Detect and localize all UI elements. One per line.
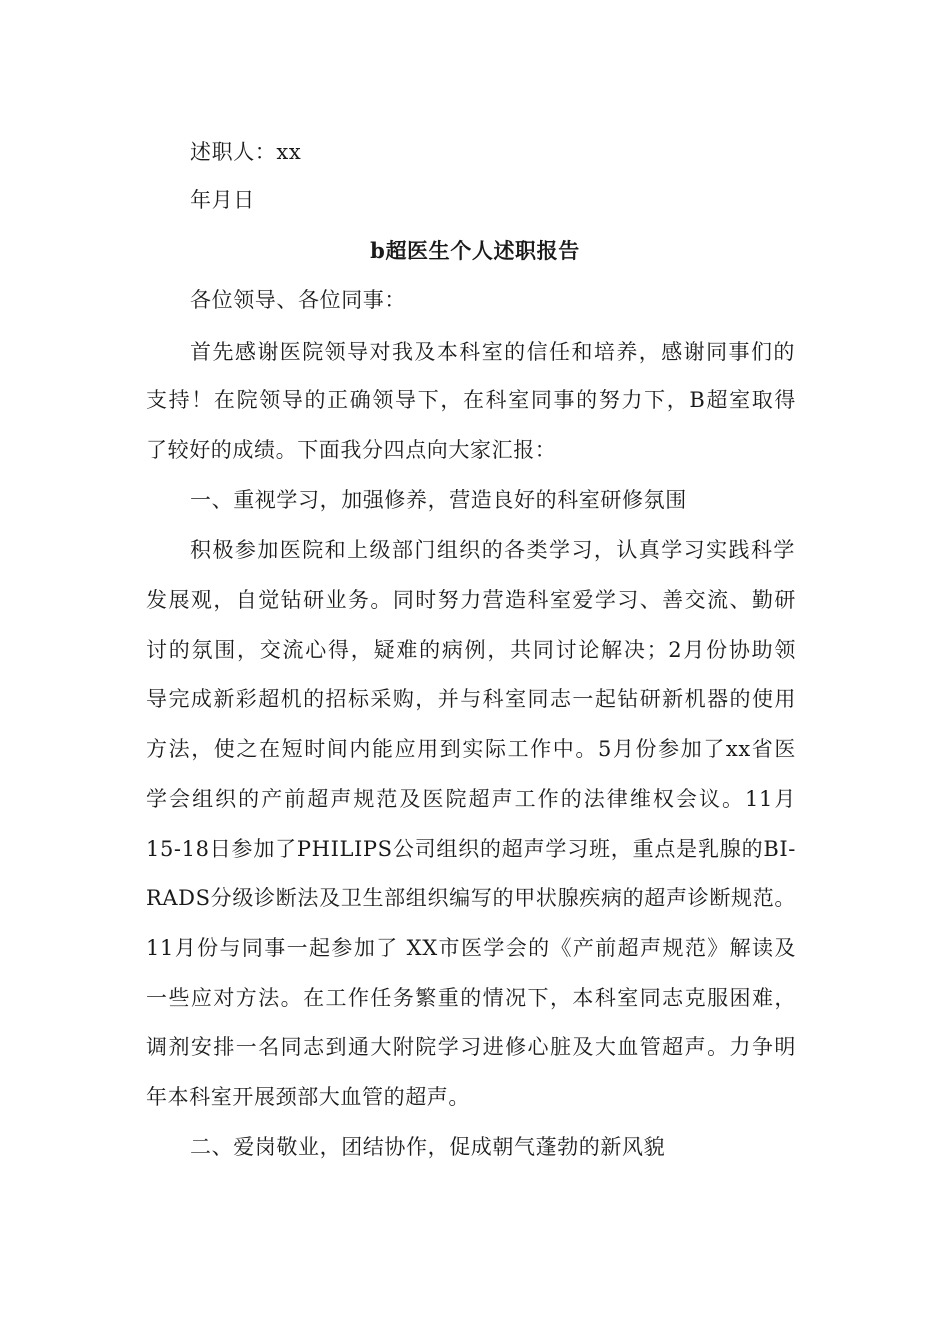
- section1-line-8: RADS分级诊断法及卫生部组织编写的甲状腺疾病的超声诊断规范。: [146, 886, 796, 910]
- section1-line-3: 讨的氛围，交流心得，疑难的病例，共同讨论解决；2月份协助领: [146, 638, 796, 662]
- section2-heading: 二、爱岗敬业，团结协作，促成朝气蓬勃的新风貌: [190, 1135, 666, 1159]
- salutation: 各位领导、各位同事：: [190, 288, 406, 312]
- section1-line-11: 调剂安排一名同志到通大附院学习进修心脏及大血管超声。力争明: [146, 1035, 796, 1059]
- section1-line-6: 学会组织的产前超声规范及医院超声工作的法律维权会议。11月: [146, 787, 796, 811]
- section1-line-10: 一些应对方法。在工作任务繁重的情况下，本科室同志克服困难，: [146, 986, 796, 1010]
- intro-line-3: 了较好的成绩。下面我分四点向大家汇报：: [146, 438, 557, 462]
- section1-line-9: 11月份与同事一起参加了 XX市医学会的《产前超声规范》解读及: [146, 936, 796, 960]
- document-title: b超医生个人述职报告: [370, 238, 580, 263]
- section1-line-7: 15-18日参加了PHILIPS公司组织的超声学习班，重点是乳腺的BI-: [146, 837, 796, 861]
- section1-line-5: 方法，使之在短时间内能应用到实际工作中。5月份参加了xx省医: [146, 737, 796, 761]
- section1-heading: 一、重视学习，加强修养，营造良好的科室研修氛围: [190, 488, 687, 512]
- intro-line-2: 支持！在院领导的正确领导下，在科室同事的努力下，B超室取得: [146, 388, 796, 412]
- section1-line-4: 导完成新彩超机的招标采购，并与科室同志一起钻研新机器的使用: [146, 687, 796, 711]
- date-line: 年月日: [190, 188, 255, 212]
- section1-line-1: 积极参加医院和上级部门组织的各类学习，认真学习实践科学: [190, 538, 795, 562]
- intro-line-1: 首先感谢医院领导对我及本科室的信任和培养，感谢同事们的: [190, 340, 795, 364]
- section1-line-12: 年本科室开展颈部大血管的超声。: [146, 1085, 470, 1109]
- reporter-line: 述职人：xx: [190, 140, 302, 164]
- section1-line-2: 发展观，自觉钻研业务。同时努力营造科室爱学习、善交流、勤研: [146, 588, 796, 612]
